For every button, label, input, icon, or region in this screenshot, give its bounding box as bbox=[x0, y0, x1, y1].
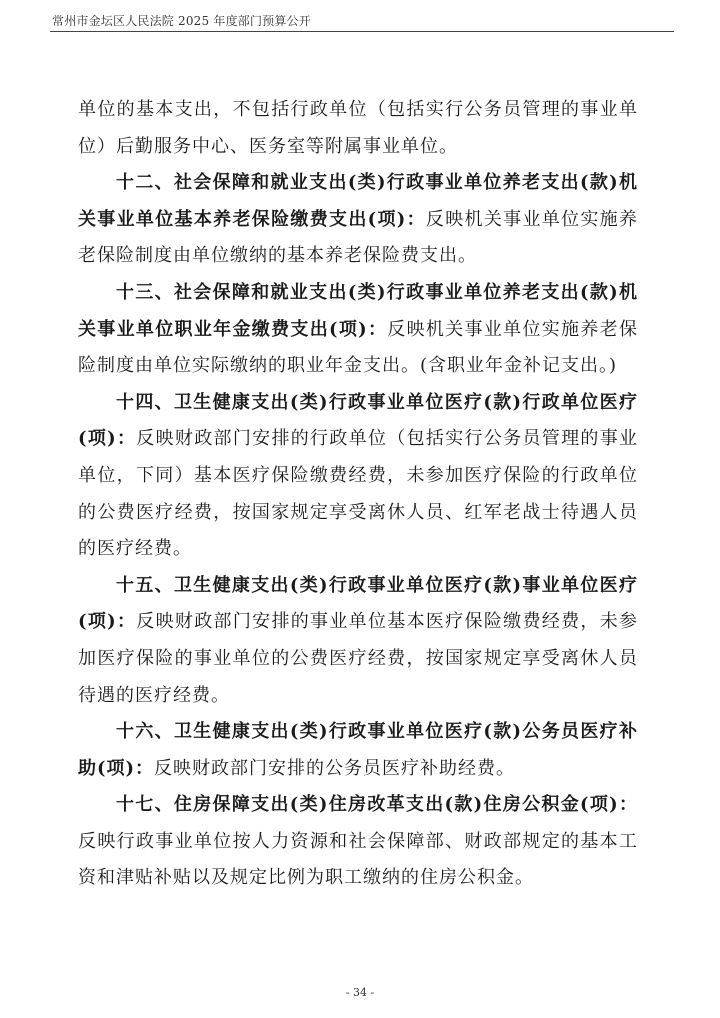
paragraph-heading: 十二、社会保障和就业支出(类)行政事业单位养老支出(款)机关事业单位基本养老保险缴费支出(项)： bbox=[78, 172, 638, 230]
paragraph-text: 单位的基本支出，不包括行政单位（包括实行公务员管理的事业单位）后勤服务中心、医务室等附属事业单位。 bbox=[78, 99, 638, 157]
paragraph-text: 反映机关事业单位实施养老保险制度由单位缴纳的基本养老保险费支出。 bbox=[78, 208, 638, 267]
document-body bbox=[78, 92, 638, 897]
paragraph-text: 反映财政部门安排的行政单位（包括实行公务员管理的事业单位，下同）基本医疗保险缴费经费，未参加医疗保险的行政单位的公费医疗经费，按国家规定享受离休人员、红军老战士待遇人员的医疗经费。 bbox=[78, 428, 638, 560]
paragraph-item-17 bbox=[78, 787, 638, 897]
paragraph-heading: 十七、住房保障支出(类)住房改革支出(款)住房公积金(项)： bbox=[116, 794, 638, 816]
header-divider bbox=[50, 31, 674, 32]
paragraph-item-13 bbox=[78, 275, 638, 385]
paragraph-text: 反映机关事业单位实施养老保险制度由单位实际缴纳的职业年金支出。(含职业年金补记支出。) bbox=[78, 318, 638, 377]
paragraph-heading: 十五、卫生健康支出(类)行政事业单位医疗(款)事业单位医疗(项)： bbox=[78, 574, 638, 633]
page-header-title: 常州市金坛区人民法院 2025 年度部门预算公开 bbox=[52, 14, 311, 28]
paragraph-item-12 bbox=[78, 165, 638, 275]
paragraph-text: 反映行政事业单位按人力资源和社会保障部、财政部规定的基本工资和津贴补贴以及规定比例为职工缴纳的住房公积金。 bbox=[78, 830, 638, 889]
paragraph-heading: 十三、社会保障和就业支出(类)行政事业单位养老支出(款)机关事业单位职业年金缴费支出(项)： bbox=[78, 281, 638, 340]
paragraph-heading: 十六、卫生健康支出(类)行政事业单位医疗(款)公务员医疗补助(项)： bbox=[78, 721, 638, 779]
page-number: - 34 - bbox=[345, 986, 375, 999]
paragraph-continuation bbox=[78, 92, 638, 165]
paragraph-item-15 bbox=[78, 568, 638, 714]
paragraph-text: 反映财政部门安排的事业单位基本医疗保险缴费经费，未参加医疗保险的事业单位的公费医疗经费，按国家规定享受离休人员待遇的医疗经费。 bbox=[78, 611, 638, 706]
paragraph-heading: 十四、卫生健康支出(类)行政事业单位医疗(款)行政单位医疗(项)： bbox=[78, 391, 638, 450]
paragraph-item-16 bbox=[78, 714, 638, 787]
paragraph-text: 反映财政部门安排的公务员医疗补助经费。 bbox=[154, 757, 516, 779]
paragraph-item-14 bbox=[78, 385, 638, 568]
